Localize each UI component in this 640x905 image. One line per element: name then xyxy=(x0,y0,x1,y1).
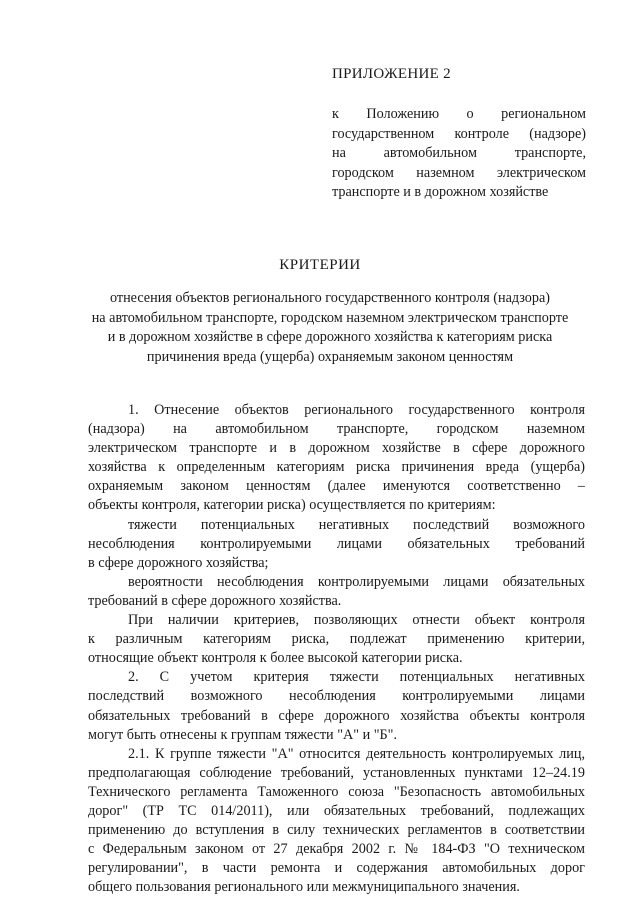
body-line: Технического регламента Таможенного союза "Безопасность автомобильных xyxy=(88,783,585,800)
body-line: несоблюдения контролируемыми лицами обязательных требований xyxy=(88,535,585,552)
body-line: хозяйства к определенным категориям риска причинения вреда (ущерба) xyxy=(88,459,585,476)
paragraph-2-1 xyxy=(88,745,585,898)
body-line: охраняемым законом ценностям (далее именуются соответственно – xyxy=(88,478,585,495)
appendix-reference-line: транспорте и в дорожном хозяйстве xyxy=(332,184,549,201)
body-line: в сфере дорожного хозяйства; xyxy=(88,554,269,571)
appendix-title: ПРИЛОЖЕНИЕ 2 xyxy=(332,66,451,82)
body-line: При наличии критериев, позволяющих отнести объект контроля xyxy=(128,612,585,629)
subtitle-line: и в дорожном хозяйстве в сфере дорожного хозяйства к категориям риска xyxy=(107,329,553,346)
body-line: 1. Отнесение объектов регионального государственного контроля xyxy=(128,402,585,418)
body-line: последствий возможного несоблюдения контролируемыми лицами xyxy=(88,688,585,705)
appendix-reference xyxy=(332,105,586,203)
body-line: применению до вступления в силу технических регламентов в соответствии xyxy=(88,822,585,839)
body-line: обязательных требований в сфере дорожного хозяйства объекты контроля xyxy=(88,707,585,724)
body-line: предполагающая соблюдение требований, установленных пунктами 12–24.19 xyxy=(88,764,585,781)
subtitle-line: на автомобильном транспорте, городском наземном электрическом транспорте xyxy=(91,309,569,326)
body-line: регулировании", в части ремонта и содержания автомобильных дорог xyxy=(88,860,585,877)
body-line: (надзора) на автомобильном транспорте, городском наземном xyxy=(88,421,585,438)
criteria-heading: КРИТЕРИИ xyxy=(279,257,361,273)
appendix-reference-line: городском наземном электрическом xyxy=(332,164,586,181)
paragraph-2 xyxy=(88,668,585,744)
appendix-reference-line: на автомобильном транспорте, xyxy=(332,145,586,162)
body-line: объекты контроля, категории риска) осуществляется по критериям: xyxy=(88,497,496,514)
appendix-reference-line: государственном контроле (надзоре) xyxy=(332,125,586,142)
appendix-reference-line: к Положению о региональном xyxy=(332,106,586,122)
body-line: с Федеральным законом от 27 декабря 2002 г. № 184-ФЗ "О техническом xyxy=(88,841,585,858)
body-line: относящие объект контроля к более высокой категории риска. xyxy=(88,650,463,667)
criteria-subtitle xyxy=(80,289,580,367)
body-line: 2.1. К группе тяжести "А" относится деятельность контролируемых лиц, xyxy=(128,745,585,762)
body-line: тяжести потенциальных негативных последствий возможного xyxy=(128,516,585,533)
body-line: могут быть отнесены к группам тяжести "А" и "Б". xyxy=(88,726,397,743)
body-line: к различным категориям риска, подлежат применению критерии, xyxy=(88,631,585,648)
subtitle-line: причинения вреда (ущерба) охраняемым законом ценностям xyxy=(146,348,514,365)
paragraph-criterion-probability xyxy=(88,573,585,611)
document-body xyxy=(88,401,585,897)
paragraph-criterion-severity xyxy=(88,516,585,573)
body-line: электрическом транспорте и в дорожном хозяйстве в сфере дорожного xyxy=(88,440,585,457)
subtitle-line: отнесения объектов регионального государственного контроля (надзора) xyxy=(109,290,551,306)
body-line: 2. С учетом критерия тяжести потенциальных негативных xyxy=(128,669,585,686)
body-line: требований в сфере дорожного хозяйства. xyxy=(88,592,342,609)
body-line: общего пользования регионального или межмуниципального значения. xyxy=(88,879,520,896)
body-line: дорог" (ТР ТС 014/2011), или обязательных требований, подлежащих xyxy=(88,802,585,819)
paragraph-higher-category xyxy=(88,611,585,668)
body-line: вероятности несоблюдения контролируемыми лицами обязательных xyxy=(128,573,585,590)
paragraph-1 xyxy=(88,401,585,516)
